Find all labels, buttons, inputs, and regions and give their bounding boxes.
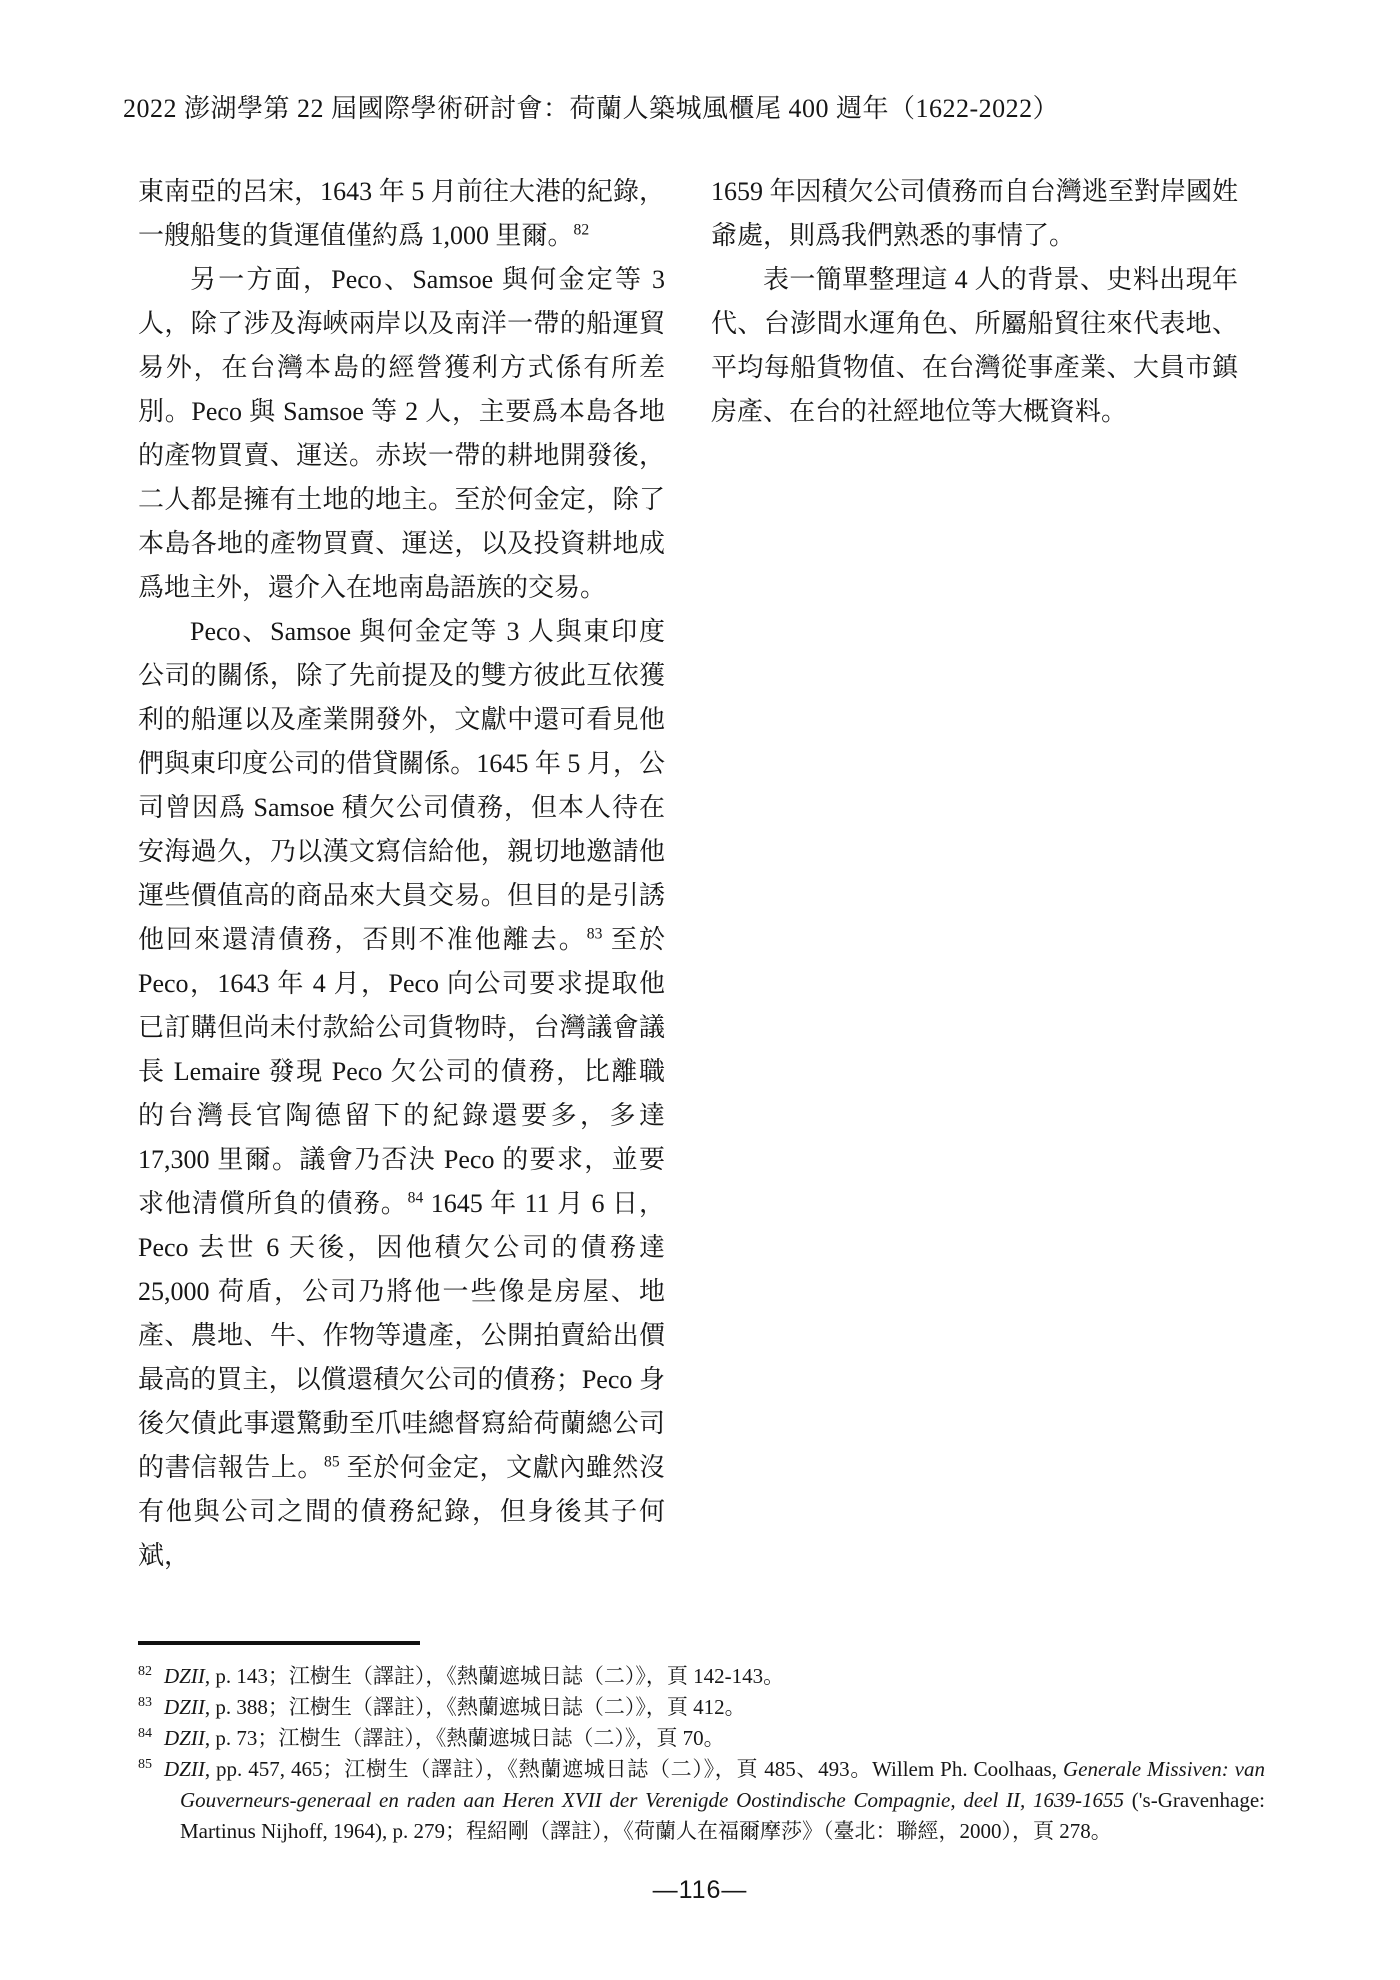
footnote-number: 83 <box>138 1695 152 1710</box>
footnote-item <box>138 1661 1265 1692</box>
footnote-item <box>138 1754 1265 1847</box>
text-run: Peco、Samsoe 與何金定等 3 人與東印度公司的關係，除了先前提及的雙方彼此互依獲利的船運以及產業開發外，文獻中還可看見他們與東印度公司的借貸關係。1645 年 5 月，公司曾因爲 Samsoe 積欠公司債務，但本人待在安海過久，乃以漢文寫信給他，親切地邀請他運些價值高的商品來大員交易。但目的是引誘他回來還清債務，否則不准他離去。 <box>138 617 665 954</box>
footnote-number: 82 <box>138 1664 152 1679</box>
footnote-item <box>138 1723 1265 1754</box>
footnote-number: 84 <box>138 1726 152 1741</box>
footnote-reference: 85 <box>324 1453 340 1471</box>
italic-text: DZII <box>164 1757 205 1781</box>
text-run: , p. 143；江樹生（譯註），《熱蘭遮城日誌（二）》，頁 142-143。 <box>204 1664 785 1688</box>
text-run: 至於 Peco，1643 年 4 月，Peco 向公司要求提取他已訂購但尚未付款給公司貨物時，台灣議會議長 Lemaire 發現 Peco 欠公司的債務，比離職的台灣長官陶德留下的紀錄還要多，多達 17,300 里爾。議會乃否決 Peco 的要求，並要求他清償所負的債務。 <box>138 925 665 1218</box>
text-run: , p. 388；江樹生（譯註），《熱蘭遮城日誌（二）》，頁 412。 <box>204 1695 746 1719</box>
running-header: 2022 澎湖學第 22 屆國際學術研討會：荷蘭人築城風櫃尾 400 週年（1622-2022） <box>123 94 1060 123</box>
italic-text: Generale Missiven: van Gouverneurs-generaal en raden aan Heren XVII der Verenigde Oostindische Compagnie, deel II, 1639-1655 <box>180 1757 1265 1812</box>
text-run: , pp. 457, 465；江樹生（譯註），《熱蘭遮城日誌（二）》，頁 485、493。Willem Ph. Coolhaas, <box>204 1757 1063 1781</box>
italic-text: DZII <box>164 1664 205 1688</box>
text-run: ('s-Gravenhage: Martinus Nijhoff, 1964), p. 279；程紹剛（譯註），《荷蘭人在福爾摩莎》（臺北：聯經，2000），頁 278。 <box>180 1788 1265 1843</box>
footnote-item <box>138 1692 1265 1723</box>
text-run: 至於何金定，文獻內雖然沒有他與公司之間的債務紀錄，但身後其子何斌， <box>138 1453 665 1570</box>
paragraph <box>138 610 665 1578</box>
right-column <box>711 170 1238 1578</box>
text-run: , p. 73；江樹生（譯註），《熱蘭遮城日誌（二）》，頁 70。 <box>204 1726 725 1750</box>
footnote-number: 85 <box>138 1757 152 1772</box>
footnote-list <box>138 1661 1265 1847</box>
italic-text: DZII <box>164 1726 205 1750</box>
text-run: 另一方面，Peco、Samsoe 與何金定等 3 人，除了涉及海峽兩岸以及南洋一帶的船運貿易外，在台灣本島的經營獲利方式係有所差別。Peco 與 Samsoe 等 2 人，主要爲本島各地的產物買賣、運送。赤崁一帶的耕地開發後，二人都是擁有土地的地主。至於何金定，除了本島各地的產物買賣、運送，以及投資耕地成爲地主外，還介入在地南島語族的交易。 <box>138 265 665 602</box>
text-run: 1645 年 11 月 6 日，Peco 去世 6 天後，因他積欠公司的債務達 25,000 荷盾，公司乃將他一些像是房屋、地產、農地、牛、作物等遺產，公開拍賣給出價最高的買主，以償還積欠公司的債務；Peco 身後欠債此事還驚動至爪哇總督寫給荷蘭總公司的書信報告上。 <box>138 1189 665 1482</box>
footnote-reference: 84 <box>407 1189 424 1207</box>
italic-text: DZII <box>164 1695 205 1719</box>
text-run: 1659 年因積欠公司債務而自台灣逃至對岸國姓爺處，則爲我們熟悉的事情了。 <box>711 177 1238 250</box>
footnotes-section <box>138 1641 1265 1847</box>
paragraph <box>711 170 1238 258</box>
paragraph <box>711 258 1238 434</box>
footnote-separator <box>138 1641 420 1645</box>
text-run: 東南亞的呂宋，1643 年 5 月前往大港的紀錄，一艘船隻的貨運值僅約爲 1,000 里爾。 <box>138 177 665 250</box>
footnote-reference: 83 <box>586 925 603 943</box>
page-number: —116— <box>652 1876 748 1904</box>
footnote-reference: 82 <box>573 221 590 239</box>
left-column <box>138 170 665 1578</box>
body-columns <box>138 170 1238 1578</box>
text-run: 表一簡單整理這 4 人的背景、史料出現年代、台澎間水運角色、所屬船貿往來代表地、平均每船貨物值、在台灣從事產業、大員市鎮房產、在台的社經地位等大概資料。 <box>711 265 1238 426</box>
paragraph <box>138 258 665 610</box>
paragraph <box>138 170 665 258</box>
